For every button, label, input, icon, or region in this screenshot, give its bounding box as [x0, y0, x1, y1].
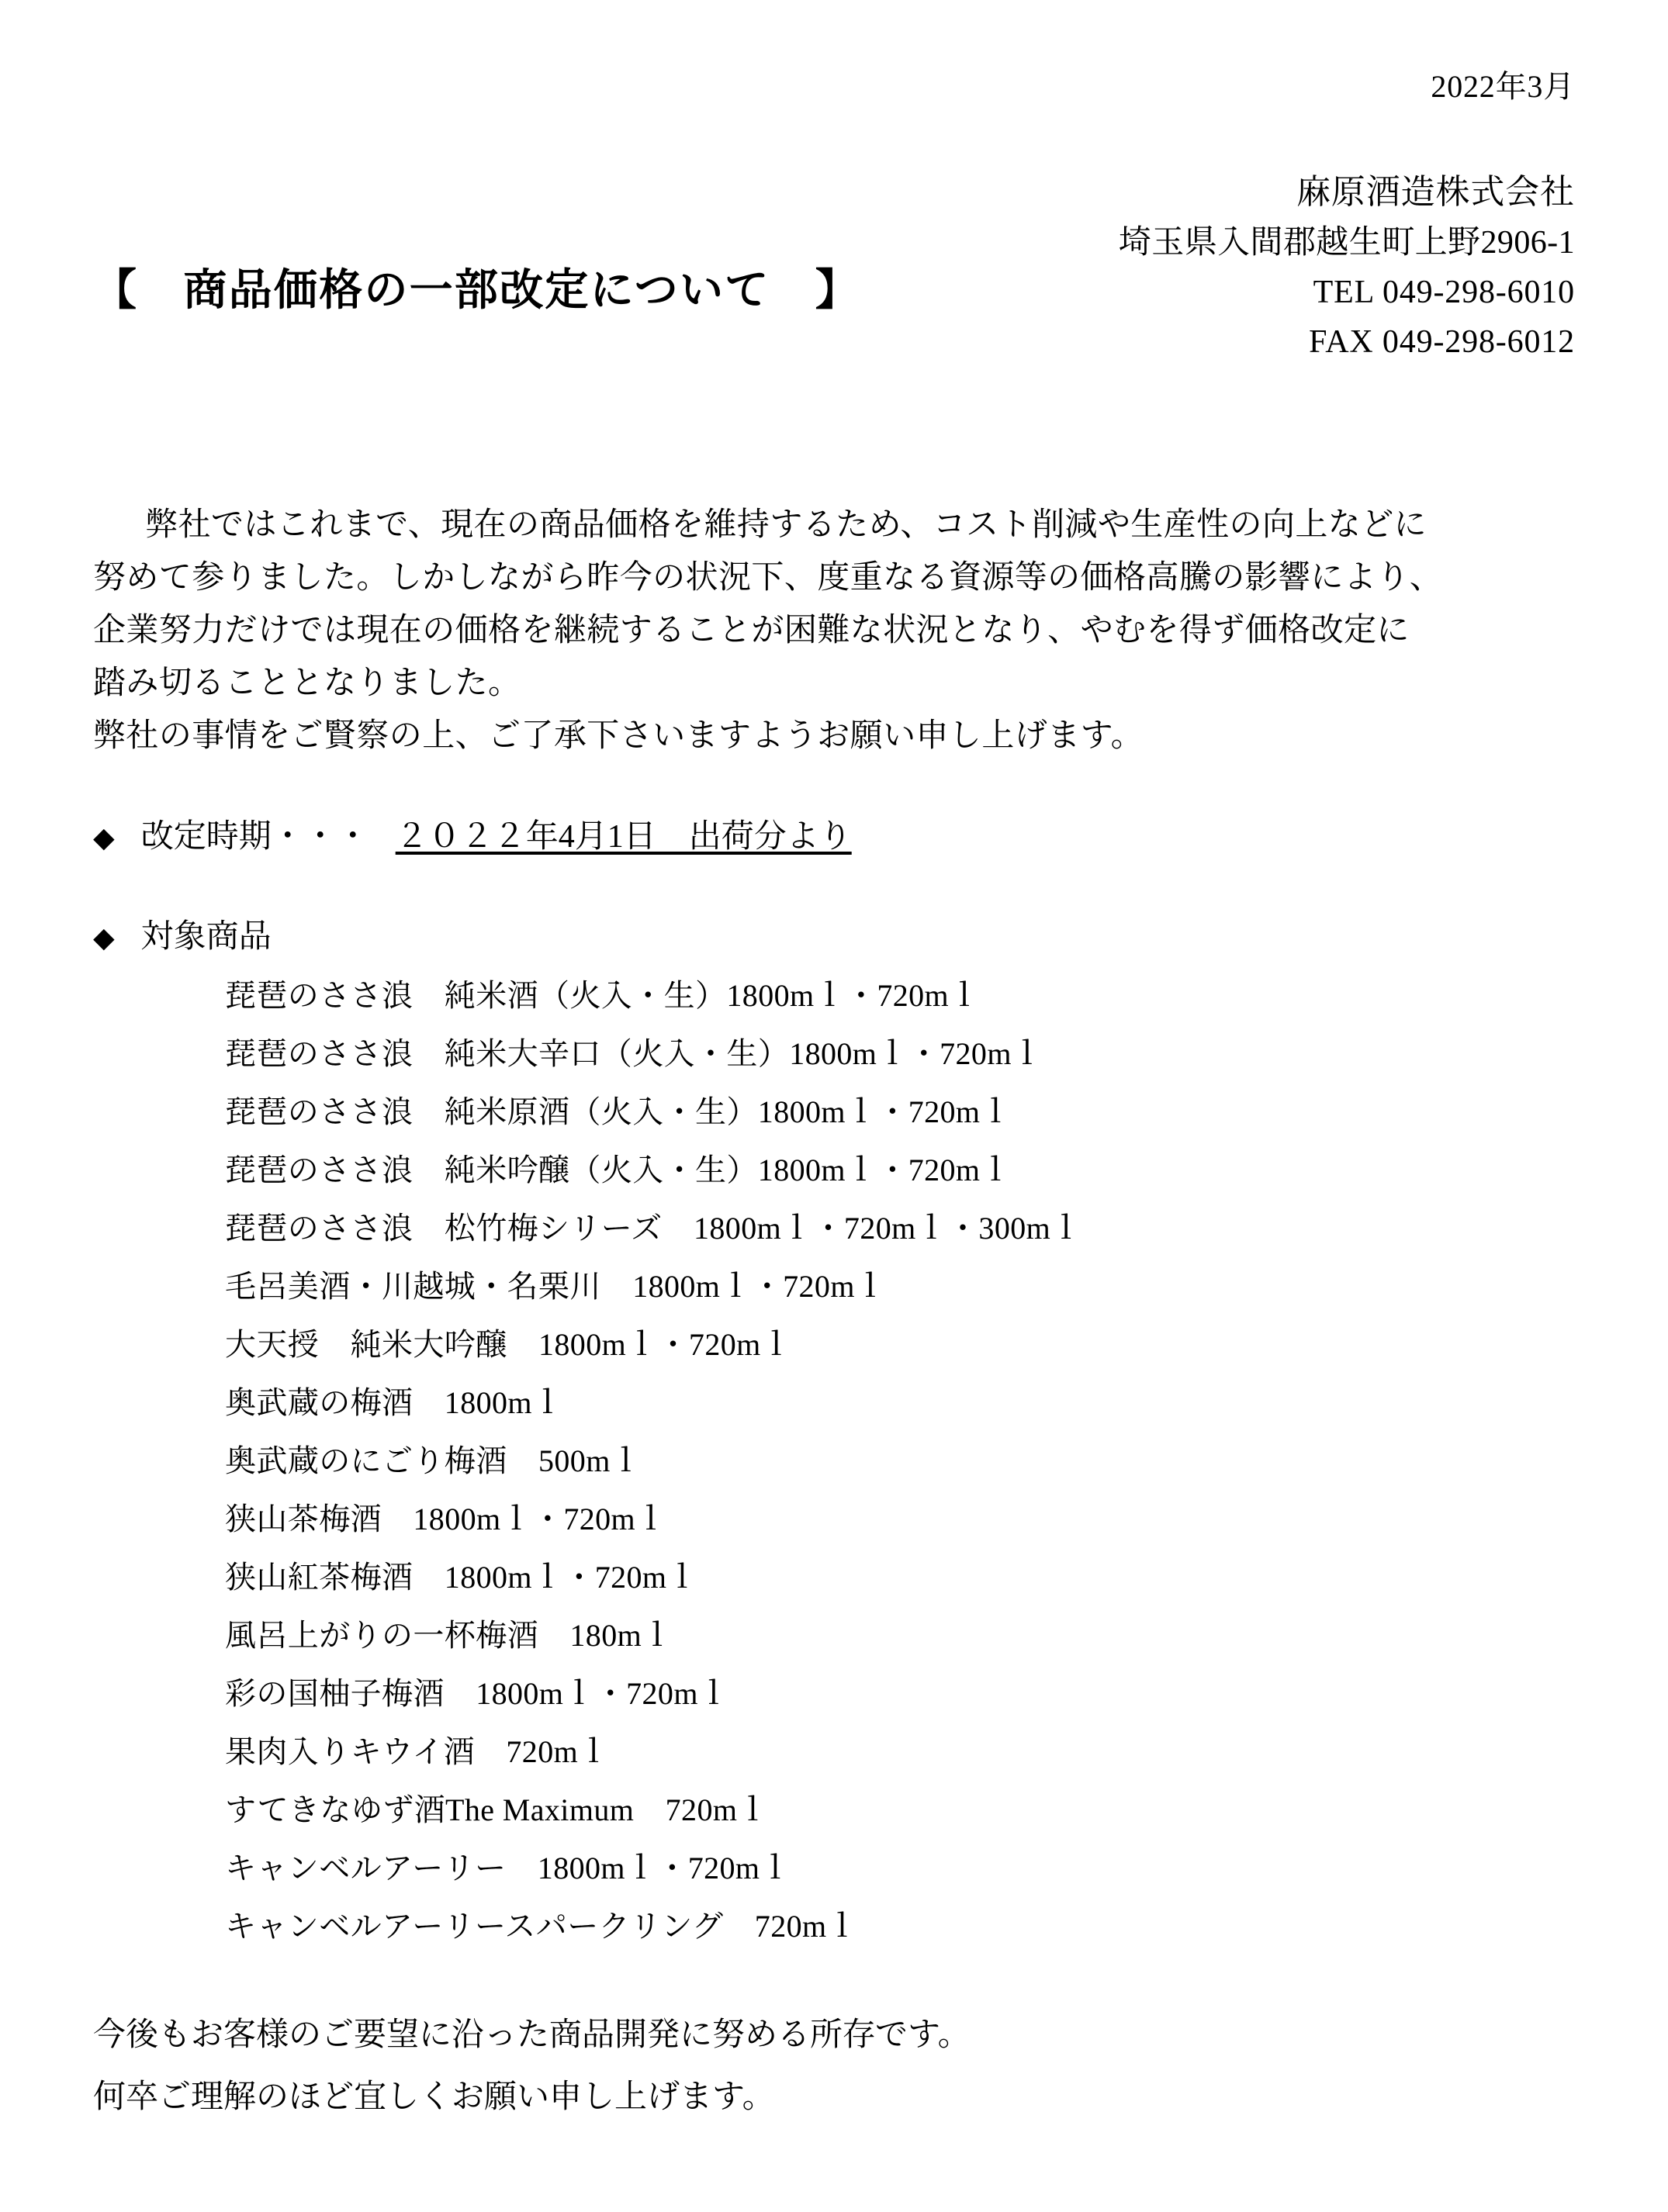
intro-line-4: 踏み切ることとなりました。: [93, 665, 521, 702]
list-item: 風呂上がりの一杯梅酒 180mｌ: [225, 1617, 673, 1653]
intro-line-2: 努めて参りました。しかしながら昨今の状況下、度重なる資源等の価格高騰の影響により、: [93, 560, 1443, 596]
issue-date: 2022年3月: [1431, 69, 1575, 104]
list-item: 琵琶のささ浪 純米原酒（火入・生）1800mｌ・720mｌ: [225, 1094, 1012, 1129]
title-row: [93, 256, 860, 318]
revision-timing-value: ２０２２年4月1日 出荷分より: [395, 818, 852, 855]
list-item: 彩の国柚子梅酒 1800mｌ・720mｌ: [225, 1675, 730, 1711]
target-products-heading: [93, 911, 1575, 963]
list-item: 果肉入りキウイ酒 720mｌ: [225, 1733, 610, 1769]
company-fax: FAX 049-298-6012: [1309, 323, 1575, 360]
list-item: 奥武蔵の梅酒 1800mｌ: [225, 1384, 564, 1420]
revision-timing-line: [93, 811, 1575, 863]
revision-timing-label: 改定時期・・・: [140, 818, 369, 855]
intro-paragraph: [93, 499, 1575, 762]
list-item: 琵琶のささ浪 純米酒（火入・生）1800mｌ・720mｌ: [225, 977, 981, 1013]
list-item: 琵琶のささ浪 純米大辛口（火入・生）1800mｌ・720mｌ: [225, 1035, 1043, 1071]
list-item: すてきなゆず酒The Maximum 720mｌ: [225, 1792, 769, 1827]
list-item: 狭山紅茶梅酒 1800mｌ・720mｌ: [225, 1559, 698, 1595]
closing-paragraph: [93, 2009, 1575, 2124]
intro-line-1: 弊社ではこれまで、現在の商品価格を維持するため、コスト削減や生産性の向上などに: [145, 507, 1427, 544]
target-products-section: [93, 911, 1575, 1942]
company-address: 埼玉県入間郡越生町上野2906-1: [1118, 224, 1575, 261]
list-item: キャンベルアーリースパークリング 720mｌ: [225, 1908, 858, 1944]
list-item: 琵琶のささ浪 純米吟醸（火入・生）1800mｌ・720mｌ: [225, 1152, 1012, 1187]
intro-line-3: 企業努力だけでは現在の価格を継続することが困難な状況となり、やむを得ず価格改定に: [93, 613, 1410, 649]
list-item: 奥武蔵のにごり梅酒 500mｌ: [225, 1443, 642, 1478]
target-products-label: 対象商品: [140, 918, 272, 955]
closing-line-1: 今後もお客様のご要望に沿った商品開発に努める所存です。: [93, 2017, 971, 2053]
closing-line-2: 何卒ご理解のほど宜しくお願い申し上げます。: [93, 2079, 775, 2115]
diamond-bullet-icon: ◆: [93, 821, 115, 853]
list-item: 琵琶のささ浪 松竹梅シリーズ 1800mｌ・720mｌ・300mｌ: [225, 1210, 1082, 1246]
company-telephone: TEL 049-298-6010: [1313, 274, 1575, 310]
product-list: [93, 977, 1575, 1944]
intro-line-5: 弊社の事情をご賢察の上、ご了承下さいますようお願い申し上げます。: [93, 718, 1144, 755]
company-name: 麻原酒造株式会社: [1296, 173, 1575, 211]
list-item: 毛呂美酒・川越城・名栗川 1800mｌ・720mｌ: [225, 1268, 887, 1304]
page-title: 【 商品価格の一部改定について 】: [93, 267, 860, 315]
list-item: 大天授 純米大吟醸 1800mｌ・720mｌ: [225, 1326, 793, 1362]
list-item: キャンベルアーリー 1800mｌ・720mｌ: [225, 1850, 791, 1885]
list-item: 狭山茶梅酒 1800mｌ・720mｌ: [225, 1501, 667, 1536]
diamond-bullet-icon: ◆: [93, 921, 115, 953]
revision-timing-section: [93, 811, 1575, 863]
